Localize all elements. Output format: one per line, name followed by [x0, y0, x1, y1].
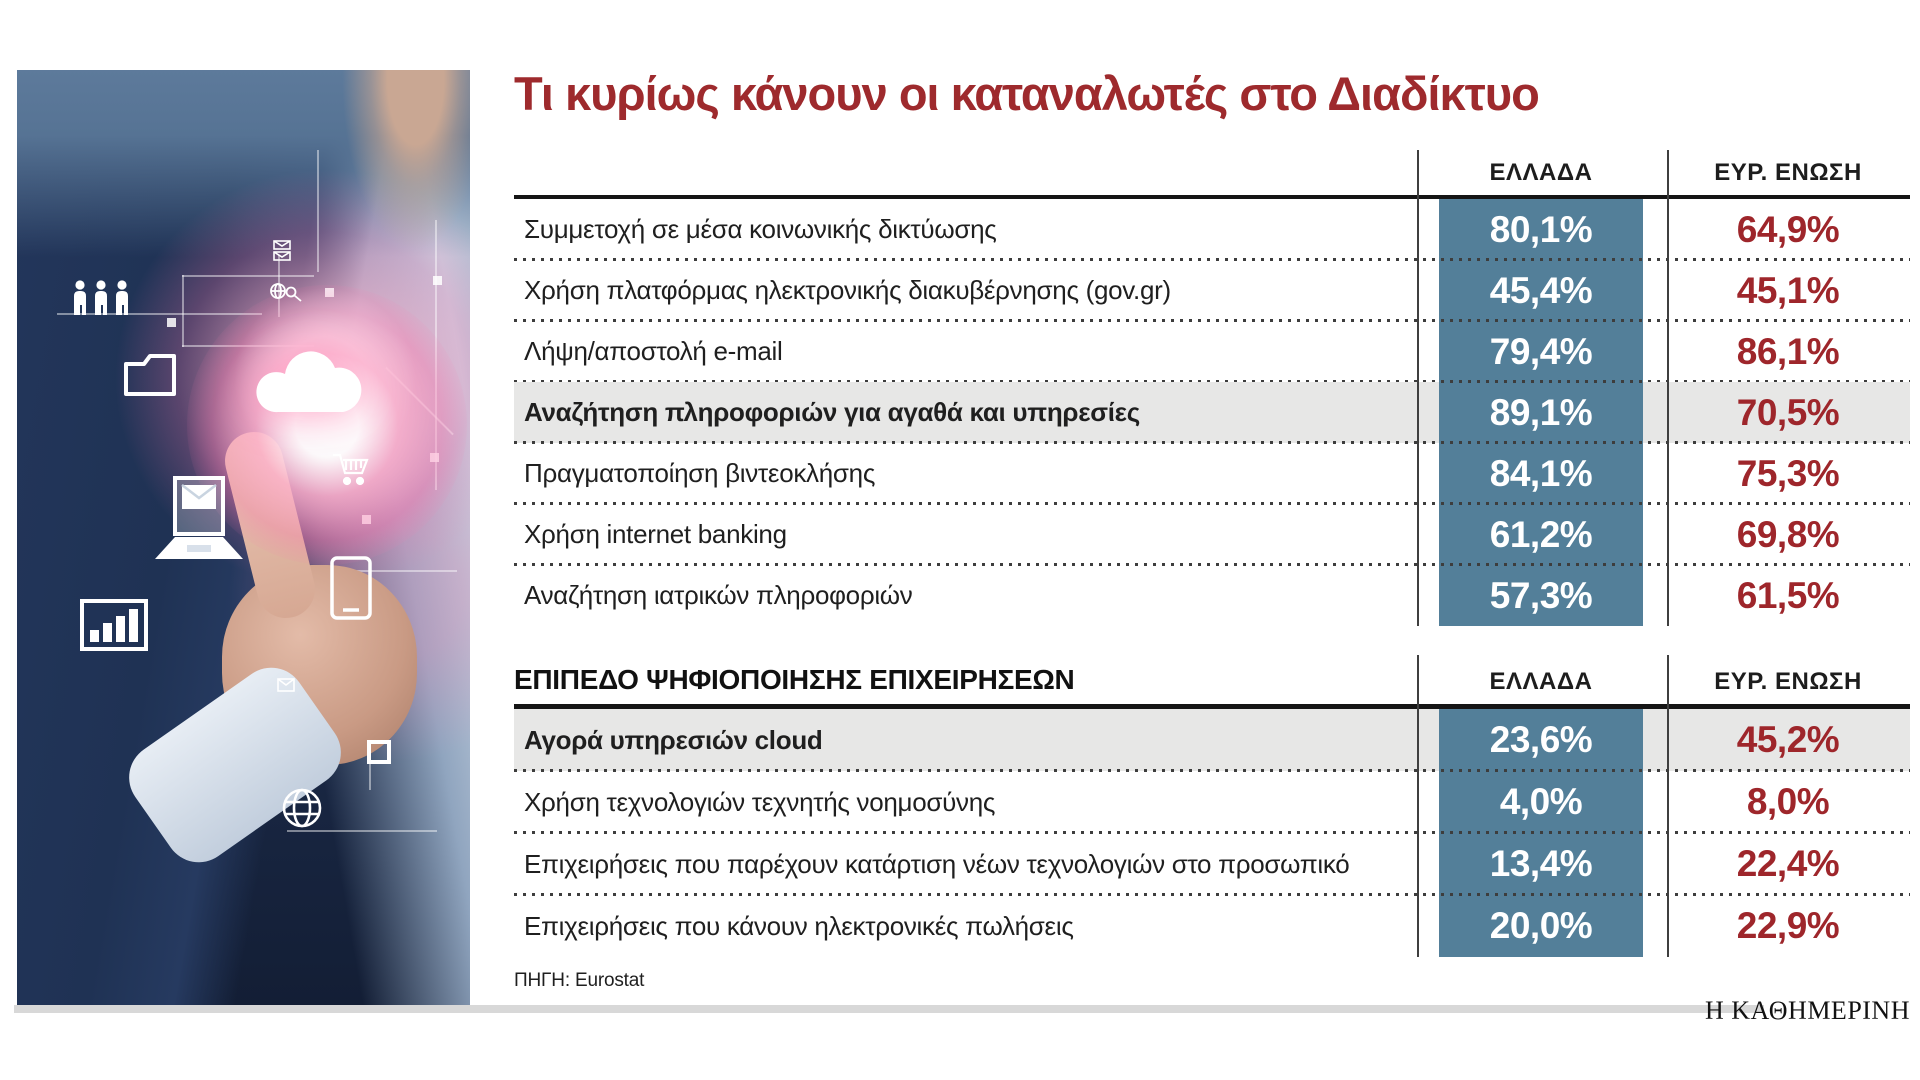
column-header-greece: ΕΛΛΑΔΑ	[1489, 668, 1593, 695]
column-header-row	[514, 655, 1910, 704]
circuit-line	[182, 275, 184, 347]
table-row	[514, 260, 1910, 321]
hero-photo	[17, 70, 470, 1005]
greece-value: 23,6%	[1489, 719, 1593, 760]
greece-value: 13,4%	[1489, 843, 1593, 884]
circuit-line	[182, 275, 314, 277]
footer-rule	[14, 1005, 1764, 1013]
business-table	[514, 655, 1910, 957]
row-label: Αναζήτηση ιατρικών πληροφοριών	[524, 580, 913, 610]
page-title: Τι κυρίως κάνουν οι καταναλωτές στο Διαδίκτυο	[514, 67, 1539, 120]
row-label: Επιχειρήσεις που παρέχουν κατάρτιση νέων τεχνολογιών στο προσωπικό	[524, 848, 1350, 879]
table-body	[514, 709, 1910, 957]
circuit-line	[317, 150, 319, 272]
table-row	[514, 199, 1910, 260]
row-label: Συμμετοχή σε μέσα κοινωνικής δικτύωσης	[524, 214, 997, 244]
table-row-highlighted	[514, 709, 1910, 771]
row-label: Χρήση τεχνολογιών τεχνητής νοημοσύνης	[524, 786, 996, 817]
table-row	[514, 565, 1910, 626]
consumer-table	[514, 150, 1910, 626]
circuit-node	[167, 318, 176, 327]
source-note: ΠΗΓΗ: Eurostat	[514, 970, 645, 991]
eu-value: 45,1%	[1736, 269, 1840, 311]
table-row	[514, 833, 1910, 895]
greece-value: 4,0%	[1499, 781, 1583, 822]
row-label: Χρήση internet banking	[524, 519, 787, 549]
column-header-eu: ΕΥΡ. ΕΝΩΣΗ	[1714, 159, 1862, 186]
row-label: Αναζήτηση πληροφοριών για αγαθά και υπηρεσίες	[524, 397, 1140, 427]
eu-value: 70,5%	[1736, 391, 1840, 433]
circuit-line	[287, 830, 437, 832]
column-header-greece: ΕΛΛΑΔΑ	[1489, 159, 1593, 186]
greece-value: 84,1%	[1489, 452, 1593, 494]
greece-value: 61,2%	[1489, 513, 1593, 555]
table-row-highlighted	[514, 382, 1910, 443]
content-column	[514, 67, 1910, 992]
greece-value: 89,1%	[1489, 391, 1593, 433]
eu-value: 64,9%	[1736, 208, 1840, 250]
greece-value: 57,3%	[1489, 574, 1593, 616]
eu-value: 61,5%	[1736, 574, 1840, 616]
footer	[14, 996, 1910, 1026]
column-header-eu: ΕΥΡ. ΕΝΩΣΗ	[1714, 668, 1862, 695]
greece-value: 80,1%	[1489, 208, 1593, 250]
table-row	[514, 443, 1910, 504]
eu-value: 22,9%	[1736, 905, 1840, 946]
row-label: Λήψη/αποστολή e-mail	[524, 336, 783, 366]
row-label: Αγορά υπηρεσιών cloud	[524, 724, 823, 755]
eu-value: 8,0%	[1746, 781, 1830, 822]
greece-value: 20,0%	[1489, 905, 1593, 946]
eu-value: 69,8%	[1736, 513, 1840, 555]
table-row	[514, 321, 1910, 382]
table-row	[514, 771, 1910, 833]
eu-value: 22,4%	[1736, 843, 1840, 884]
table-row	[514, 504, 1910, 565]
eu-value: 86,1%	[1736, 330, 1840, 372]
greece-value: 45,4%	[1489, 269, 1593, 311]
greece-value: 79,4%	[1489, 330, 1593, 372]
table-body	[514, 199, 1910, 626]
eu-value: 75,3%	[1736, 452, 1840, 494]
eu-value: 45,2%	[1736, 719, 1840, 760]
row-label: Επιχειρήσεις που κάνουν ηλεκτρονικές πωλήσεις	[524, 910, 1074, 941]
row-label: Πραγματοποίηση βιντεοκλήσης	[524, 458, 876, 488]
publisher-logo: Η ΚΑΘΗΜΕΡΙΝΗ	[1705, 996, 1910, 1025]
section-heading: ΕΠΙΠΕΔΟ ΨΗΦΙΟΠΟΙΗΣΗΣ ΕΠΙΧΕΙΡΗΣΕΩΝ	[514, 664, 1075, 695]
row-label: Χρήση πλατφόρμας ηλεκτρονικής διακυβέρνησης (gov.gr)	[524, 275, 1171, 305]
table-row	[514, 895, 1910, 957]
column-header-row	[514, 150, 1910, 195]
circuit-node	[433, 276, 442, 285]
